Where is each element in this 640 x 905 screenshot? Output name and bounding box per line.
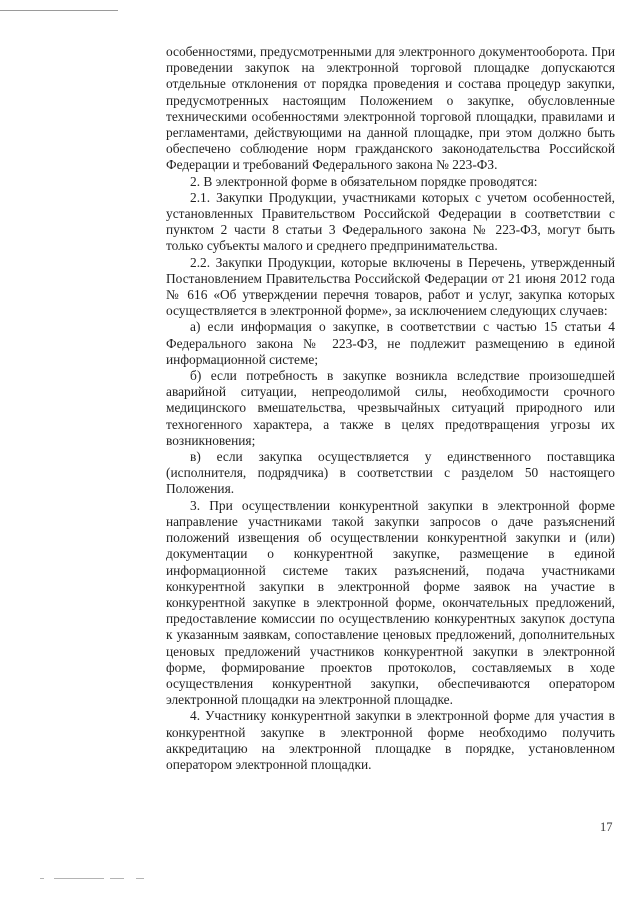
paragraph-2: 2. В электронной форме в обязательном порядке проводятся: <box>190 173 538 189</box>
paragraph-2-1: 2.1. Закупки Продукции, участниками которых с учетом особенностей, установленных Правительством Российской Федерации в соответствии с пунктом 2 части 8 статьи 3 Федерального закона № 223-ФЗ, могут быть только субъекты малого и среднего предпринимательства. <box>166 189 615 254</box>
scan-artifact-dots <box>40 878 300 882</box>
paragraph-item-b: б) если потребность в закупке возникла вследствие произошедшей аварийной ситуации, непреодолимой силы, необходимости срочного медицинского вмешательства, чрезвычайных ситуаций природного или техногенного характера, а также в целях предотвращения угрозы их возникновения; <box>166 368 615 448</box>
document-body <box>166 44 615 773</box>
page-number: 17 <box>600 820 613 834</box>
paragraph-2-2: 2.2. Закупки Продукции, которые включены в Перечень, утвержденный Постановлением Правительства Российской Федерации от 21 июня 2012 года № 616 «Об утверждении перечня товаров, работ и услуг, закупка которых осуществляется в электронной форме», за исключением следующих случаев: <box>166 254 615 319</box>
paragraph-item-a: а) если информация о закупке, в соответствии с частью 15 статьи 4 Федерального закона № 223-ФЗ, не подлежит размещению в единой информационной системе; <box>166 319 615 367</box>
paragraph-4: 4. Участнику конкурентной закупки в электронной форме для участия в конкурентной закупке в электронной форме необходимо получить аккредитацию на электронной площадке в порядке, установленном оператором электронной площадки. <box>166 708 615 772</box>
paragraph-3: 3. При осуществлении конкурентной закупки в электронной форме направление участниками такой закупки запросов о даче разъяснений положений извещения об осуществлении конкурентной закупки и (или) документации о конкурентной закупке, размещение в единой информационной системе таких разъяснений, подача участниками конкурентной закупки в электронной форме заявок на участие в конкурентной закупке в электронной форме, окончательных предложений, предоставление комиссии по осуществлению конкурентных закупок доступа к указанным заявкам, сопоставление ценовых предложений, дополнительных ценовых предложений участников конкурентной закупки в электронной форме, формирование проектов протоколов, составляемых в ходе осуществления конкурентной закупки, обеспечиваются оператором электронной площадки на электронной площадке. <box>166 497 615 708</box>
paragraph-item-v: в) если закупка осуществляется у единственного поставщика (исполнителя, подрядчика) в соответствии с разделом 50 настоящего Положения. <box>166 449 615 497</box>
paragraph-continuation: особенностями, предусмотренными для электронного документооборота. При проведении закупок на электронной торговой площадке допускаются отдельные отклонения от порядка проведения и состава процедур закупки, предусмотренных настоящим Положением о закупке, обусловленные техническими особенностями электронной торговой площадки, правилами и регламентами, действующими на данной площадке, при этом должно быть обеспечено соблюдение норм гражданского законодательства Российской Федерации и требований Федерального закона № 223-ФЗ. <box>166 44 615 173</box>
scan-artifact-line <box>0 10 118 11</box>
